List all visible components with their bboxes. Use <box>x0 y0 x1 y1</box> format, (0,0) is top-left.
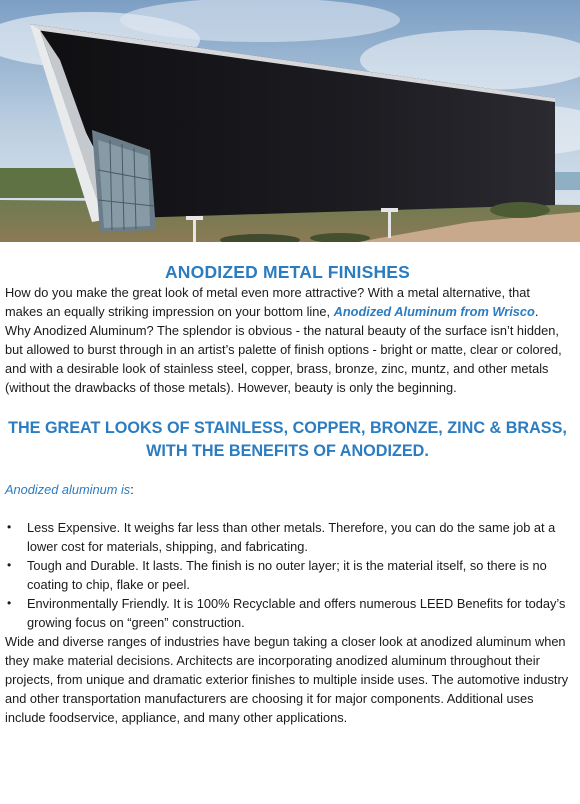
why-paragraph: Why Anodized Aluminum? The splendor is obvious - the natural beauty of the surface isn’t hidden, but allowed to burst through in an artist’s palette of finish options - bright or matte, clear or colored, and with a desirable look of stainless steel, copper, brass, bronze, zinc, muntz, and other metals (without the drawbacks of those metals). However, beauty is only the beginning. <box>5 323 562 395</box>
bullet-icon: • <box>7 520 12 534</box>
hero-image <box>0 0 580 242</box>
list-item <box>5 518 570 556</box>
intro-paragraph <box>5 283 570 321</box>
bullet-icon: • <box>7 558 12 572</box>
benefits-heading-line2: WITH THE BENEFITS OF ANODIZED. <box>146 442 429 460</box>
list-intro-label: Anodized aluminum is <box>5 482 131 497</box>
intro-text: How do you make the great look of metal even more attractive? With a metal alternative, that makes an equally striking impression on your bottom line, <box>5 285 530 319</box>
list-item-text: Tough and Durable. It lasts. The finish is no outer layer; it is the material itself, so there is no coating to chip, flake or peel. <box>27 558 547 592</box>
brand-highlight: Anodized Aluminum from Wrisco <box>333 304 535 319</box>
intro-period: . <box>534 304 539 319</box>
list-item-text: Less Expensive. It weighs far less than other metals. Therefore, you can do the same job at a lower cost for materials, shipping, and fabricating. <box>27 520 556 554</box>
benefits-heading-line1: THE GREAT LOOKS OF STAINLESS, COPPER, BRONZE, ZINC & BRASS, <box>8 419 567 437</box>
list-item <box>5 556 570 594</box>
list-item <box>5 594 570 632</box>
page-title: ANODIZED METAL FINISHES <box>164 262 411 282</box>
benefits-heading <box>5 417 570 463</box>
list-item-text: Environmentally Friendly. It is 100% Recyclable and offers numerous LEED Benefits for today’s growing focus on “green” construction. <box>27 596 566 630</box>
bullet-icon: • <box>7 596 12 610</box>
industries-paragraph: Wide and diverse ranges of industries have begun taking a closer look at anodized aluminum when they make material decisions. Architects are incorporating anodized aluminum throughout their projects, from unique and dramatic exterior finishes to multiple inside uses. The automotive industry and other transportation manufacturers are choosing it for major components. Additional uses include foodservice, appliance, and many other applications. <box>5 634 569 725</box>
list-intro <box>5 480 570 499</box>
benefits-list <box>5 518 570 632</box>
list-intro-colon: : <box>130 482 134 497</box>
building-photo <box>0 0 580 242</box>
